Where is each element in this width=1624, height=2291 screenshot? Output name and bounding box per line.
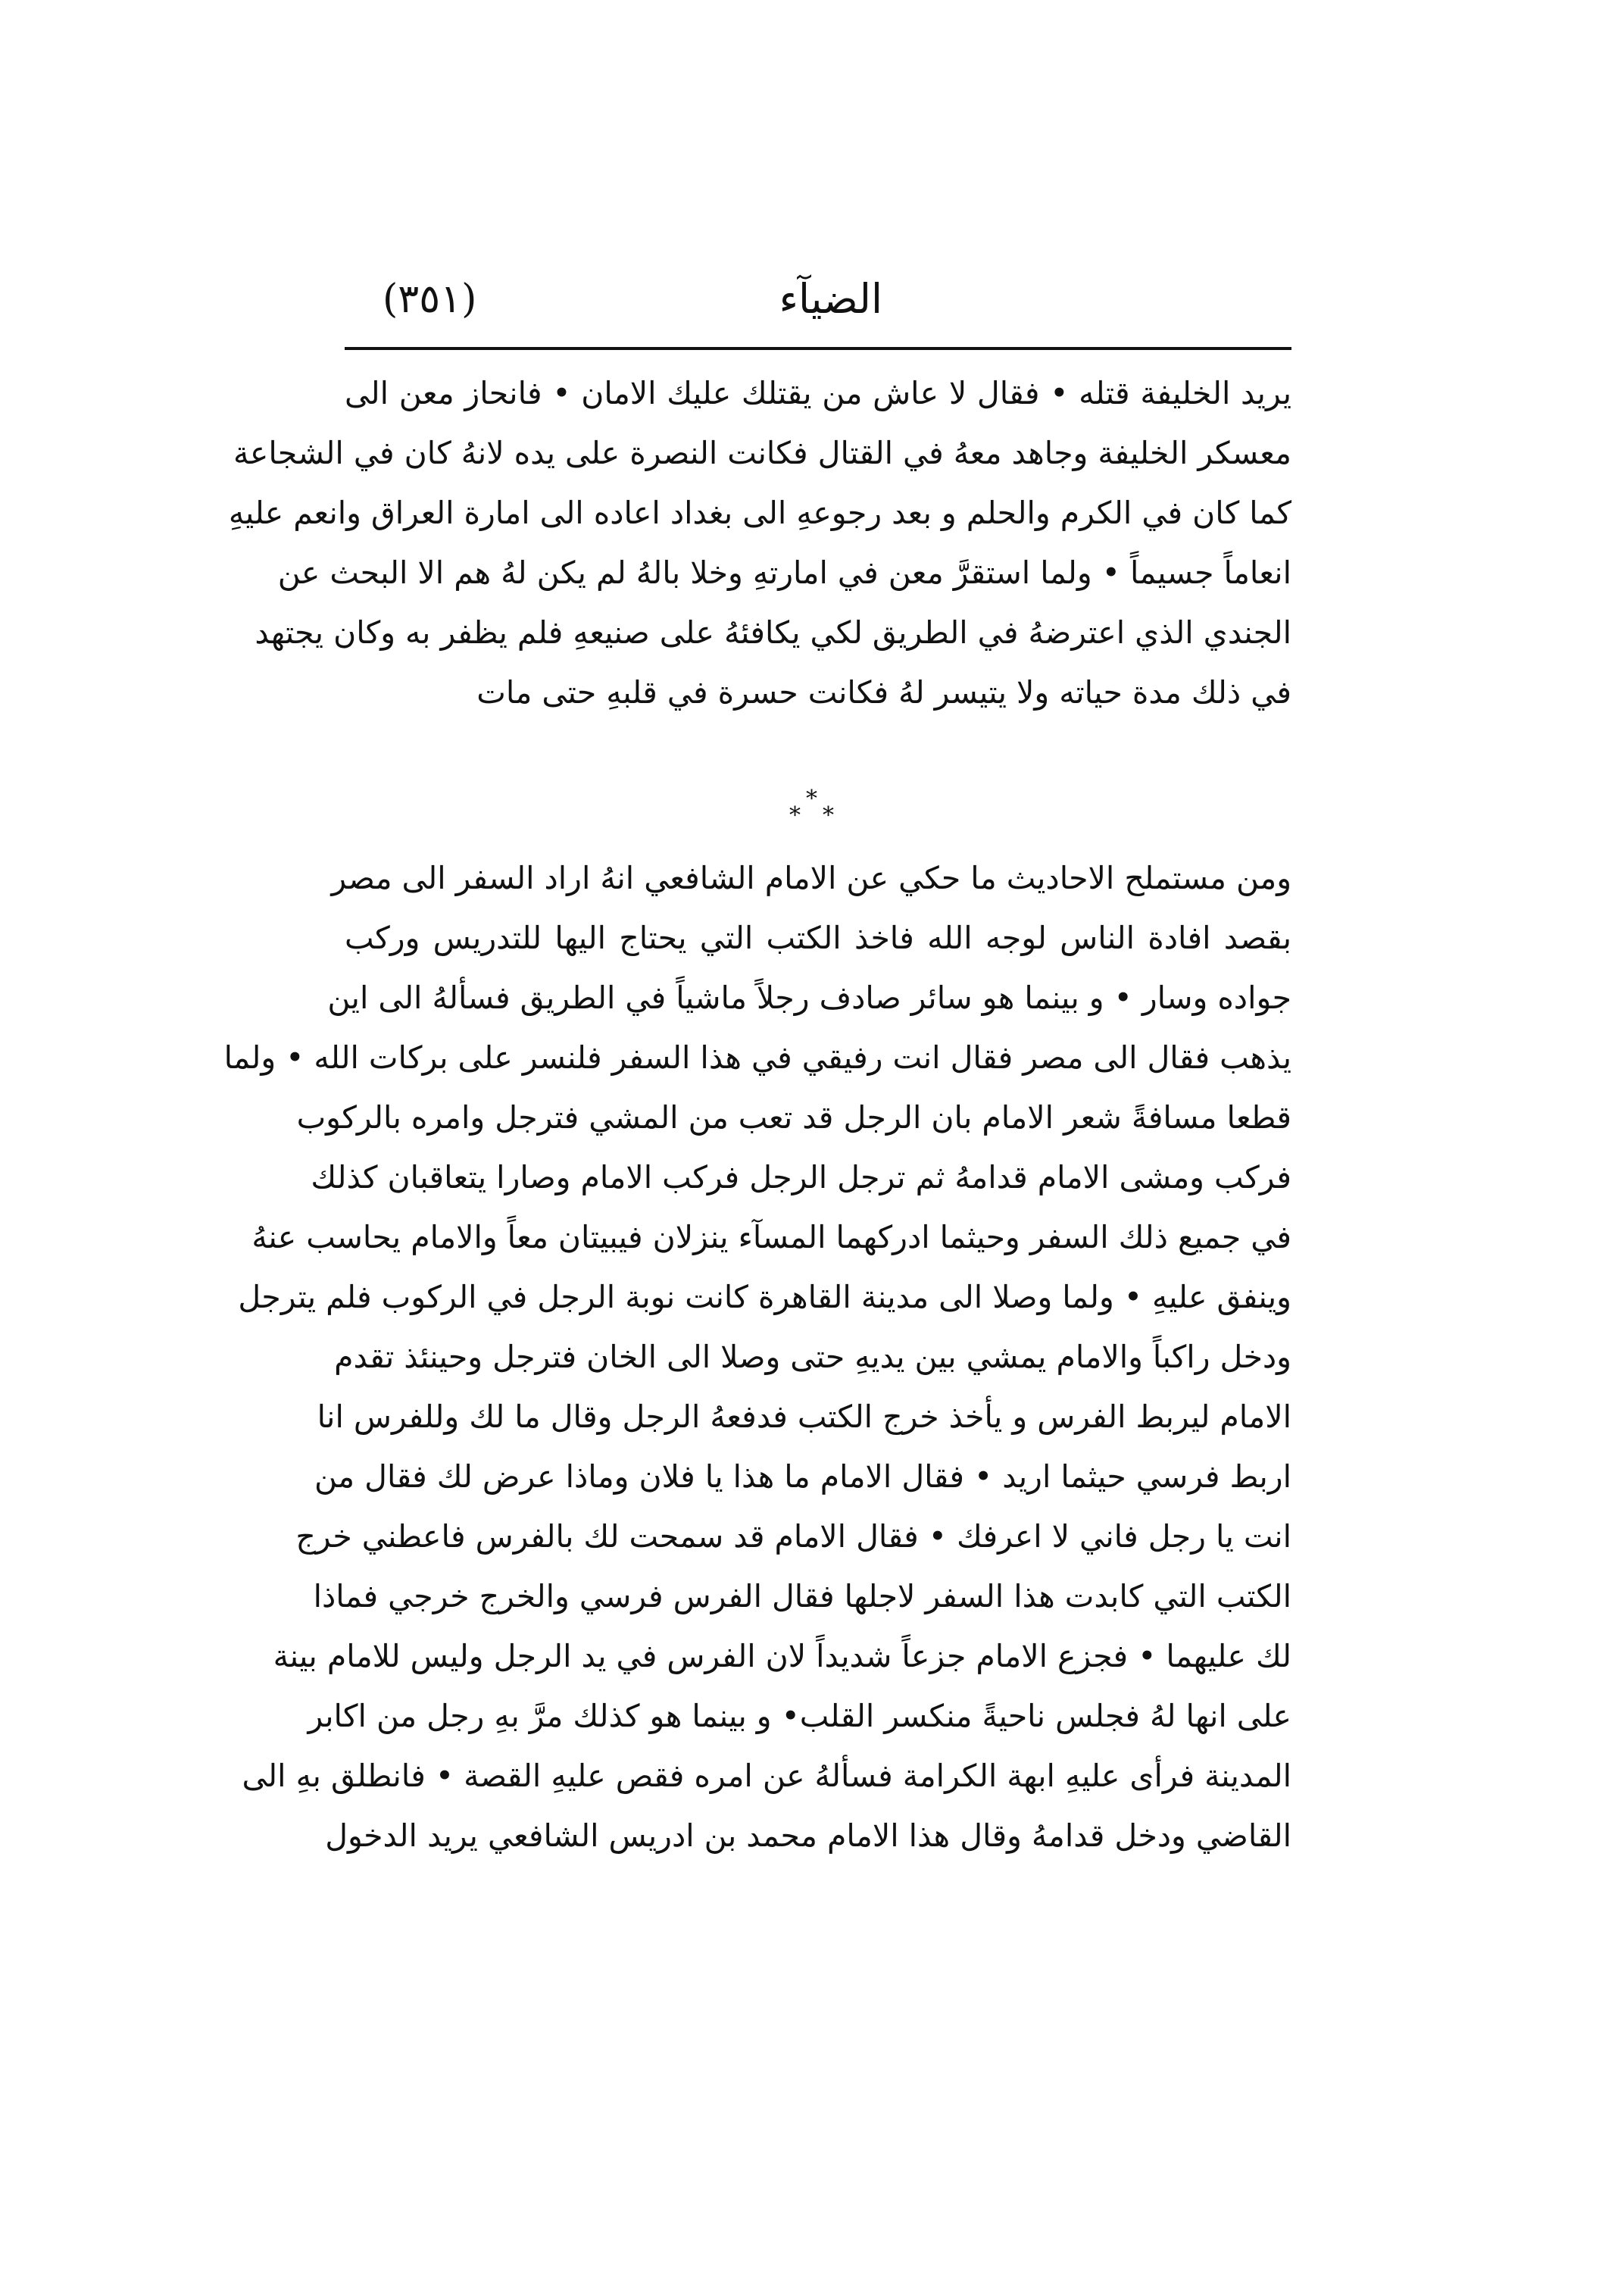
text-line: وينفق عليهِ • ولما وصلا الى مدينة القاهرة كانت نوبة الرجل في الركوب فلم يترجل bbox=[238, 1279, 1291, 1315]
text-line: اربط فرسي حيثما اريد • فقال الامام ما هذا يا فلان وماذا عرض لك فقال من bbox=[314, 1458, 1291, 1495]
text-line: الامام ليربط الفرس و يأخذ خرج الكتب فدفعهُ الرجل وقال ما لك وللفرس انا bbox=[317, 1399, 1291, 1435]
text-line: الجندي الذي اعترضهُ في الطريق لكي يكافئهُ على صنيعهِ فلم يظفر به وكان يجتهد bbox=[255, 614, 1291, 651]
text-line: يريد الخليفة قتله • فقال لا عاش من يقتلك عليك الامان • فانحاز معن الى bbox=[345, 375, 1291, 411]
paragraph-2 bbox=[223, 849, 1291, 1866]
separator-star: * bbox=[789, 802, 801, 829]
text-line: المدينة فرأى عليهِ ابهة الكرامة فسألهُ عن امره فقص عليهِ القصة • فانطلق بهِ الى bbox=[242, 1758, 1291, 1794]
separator-star: * bbox=[806, 786, 817, 812]
header-rule bbox=[345, 347, 1291, 350]
text-line: ومن مستملح الاحاديث ما حكي عن الامام الشافعي انهُ اراد السفر الى مصر bbox=[331, 860, 1291, 896]
text-line: القاضي ودخل قدامهُ وقال هذا الامام محمد بن ادريس الشافعي يريد الدخول bbox=[325, 1817, 1291, 1854]
text-line: الكتب التي كابدت هذا السفر لاجلها فقال الفرس فرسي والخرج خرجي فماذا bbox=[313, 1578, 1291, 1614]
text-line: على انها لهُ فجلس ناحيةً منكسر القلب• و بينما هو كذلك مرَّ بهِ رجل من اكابر bbox=[308, 1698, 1291, 1734]
text-line: في ذلك مدة حياته ولا يتيسر لهُ فكانت حسرة في قلبهِ حتى مات bbox=[476, 674, 1291, 711]
section-separator bbox=[788, 788, 841, 833]
text-line: جواده وسار • و بينما هو سائر صادف رجلاً ماشياً في الطريق فسألهُ الى اين bbox=[327, 980, 1291, 1016]
paragraph-1 bbox=[228, 364, 1291, 723]
text-line: لك عليهما • فجزع الامام جزعاً شديداً لان الفرس في يد الرجل وليس للامام بينة bbox=[273, 1638, 1291, 1674]
running-title: الضيآء bbox=[779, 275, 882, 323]
text-line: انت يا رجل فاني لا اعرفك • فقال الامام قد سمحت لك بالفرس فاعطني خرج bbox=[295, 1518, 1291, 1555]
text-line: بقصد افادة الناس لوجه الله فاخذ الكتب التي يحتاج اليها للتدريس وركب bbox=[345, 920, 1291, 956]
text-line: فركب ومشى الامام قدامهُ ثم ترجل الرجل فركب الامام وصارا يتعاقبان كذلك bbox=[311, 1159, 1291, 1196]
text-line: يذهب فقال الى مصر فقال انت رفيقي في هذا السفر فلنسر على بركات الله • ولما bbox=[223, 1039, 1291, 1076]
page-number: (٣٥١) bbox=[383, 277, 477, 322]
text-line: في جميع ذلك السفر وحيثما ادركهما المسآء ينزلان فيبيتان معاً والامام يحاسب عنهُ bbox=[251, 1219, 1291, 1255]
text-line: ودخل راكباً والامام يمشي بين يديهِ حتى وصلا الى الخان فترجل وحينئذ تقدم bbox=[334, 1339, 1291, 1375]
text-line: كما كان في الكرم والحلم و بعد رجوعهِ الى بغداد اعاده الى امارة العراق وانعم عليهِ bbox=[228, 495, 1291, 531]
text-line: معسكر الخليفة وجاهد معهُ في القتال فكانت النصرة على يده لانهُ كان في الشجاعة bbox=[233, 435, 1291, 471]
text-line: انعاماً جسيماً • ولما استقرَّ معن في امارتهِ وخلا بالهُ لم يكن لهُ هم الا البحث عن bbox=[277, 555, 1291, 591]
separator-star: * bbox=[823, 802, 834, 829]
page-header bbox=[345, 269, 1291, 337]
text-line: قطعا مسافةً شعر الامام بان الرجل قد تعب من المشي فترجل وامره بالركوب bbox=[296, 1099, 1291, 1136]
